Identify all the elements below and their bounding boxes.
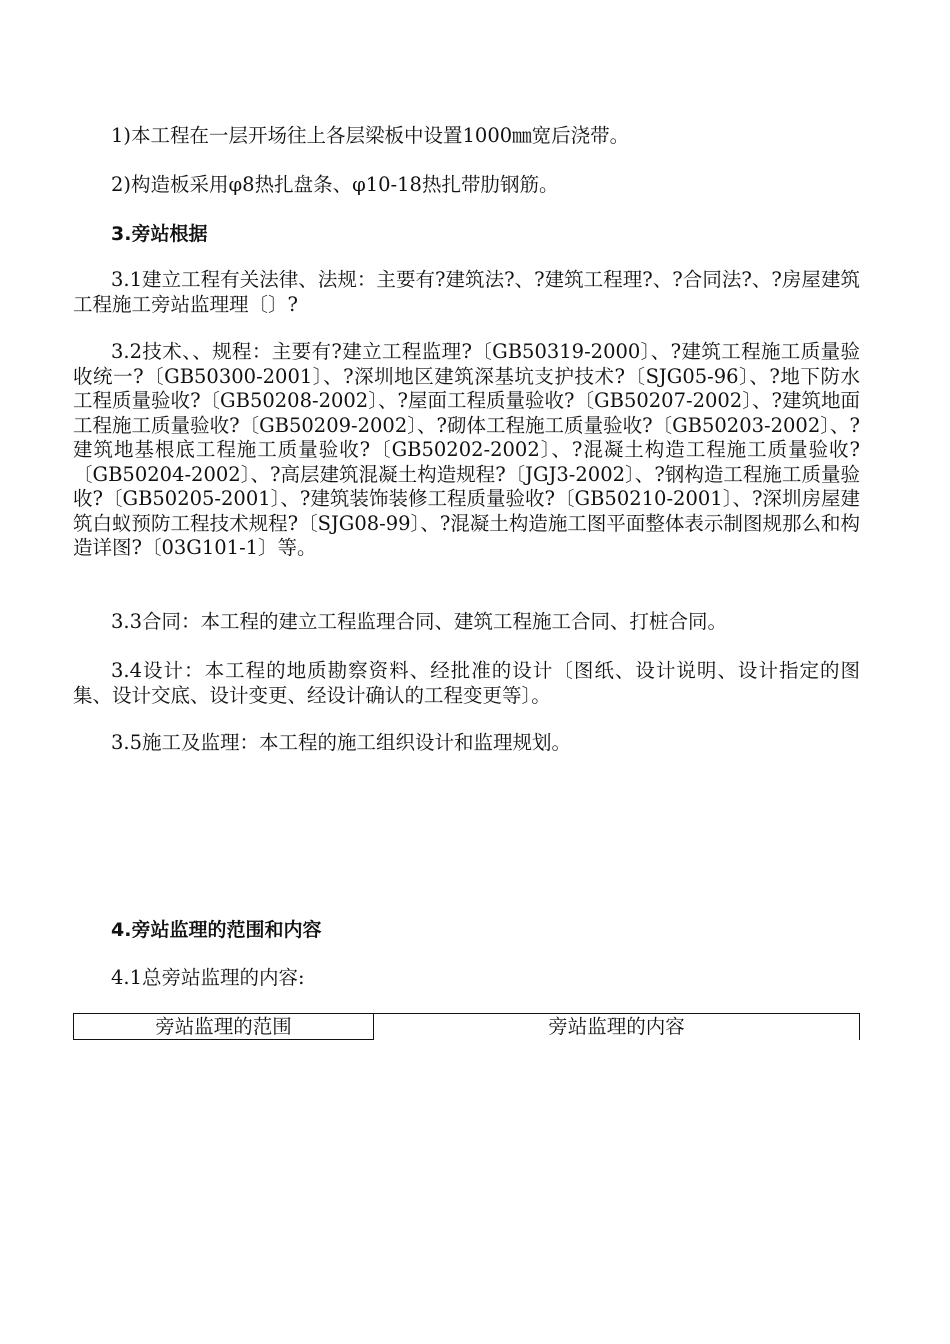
paragraph-contracts: 3.3合同：本工程的建立工程监理合同、建筑工程施工合同、打桩合同。 <box>111 610 728 633</box>
paragraph-supervision-content: 4.1总旁站监理的内容: <box>111 966 305 989</box>
paragraph-construction-supervision: 3.5施工及监理：本工程的施工组织设计和监理规划。 <box>111 731 572 754</box>
heading-supervision-basis: 3.旁站根据 <box>111 223 208 245</box>
paragraph-post-pour-strip: 1)本工程在一层开场往上各层梁板中设置1000㎜宽后浇带。 <box>111 124 630 147</box>
supervision-table <box>73 1013 860 1040</box>
paragraph-rebar-spec: 2)构造板采用φ8热扎盘条、φ10-18热扎带肋钢筋。 <box>111 173 559 196</box>
paragraph-laws-regulations: 3.1建立工程有关法律、法规：主要有?建筑法?、?建筑工程理?、?合同法?、?房屋建筑工程施工旁站监理理〔〕? <box>73 268 860 316</box>
table-header-content: 旁站监理的内容 <box>374 1013 860 1040</box>
heading-supervision-scope: 4.旁站监理的范围和内容 <box>111 919 322 941</box>
paragraph-design: 3.4设计：本工程的地质勘察资料、经批准的设计〔图纸、设计说明、设计指定的图集、设计交底、设计变更、经设计确认的工程变更等〕。 <box>73 659 860 707</box>
table-header-scope: 旁站监理的范围 <box>73 1013 374 1040</box>
paragraph-technical-standards: 3.2技术、、规程：主要有?建立工程监理?〔GB50319-2000〕、?建筑工程施工质量验收统一?〔GB50300-2001〕、?深圳地区建筑深基坑支护技术?〔SJG05-96〕、?地下防水工程质量验收?〔GB50208-2002〕、?屋面工程质量验收?〔GB50207-2002〕、?建筑地面工程施工质量验收?〔GB50209-2002〕、?砌体工程施工质量验收?〔GB50203-2002〕、?建筑地基根底工程施工质量验收?〔GB50202-2002〕、?混凝土构造工程施工质量验收?〔GB50204-2002〕、?高层建筑混凝土构造规程?〔JGJ3-2002〕、?钢构造工程施工质量验收?〔GB50205-2001〕、?建筑装饰装修工程质量验收?〔GB50210-2001〕、?深圳房屋建筑白蚁预防工程技术规程?〔SJG08-99〕、?混凝土构造施工图平面整体表示制图规那么和构造详图?〔03G101-1〕等。 <box>73 340 860 559</box>
